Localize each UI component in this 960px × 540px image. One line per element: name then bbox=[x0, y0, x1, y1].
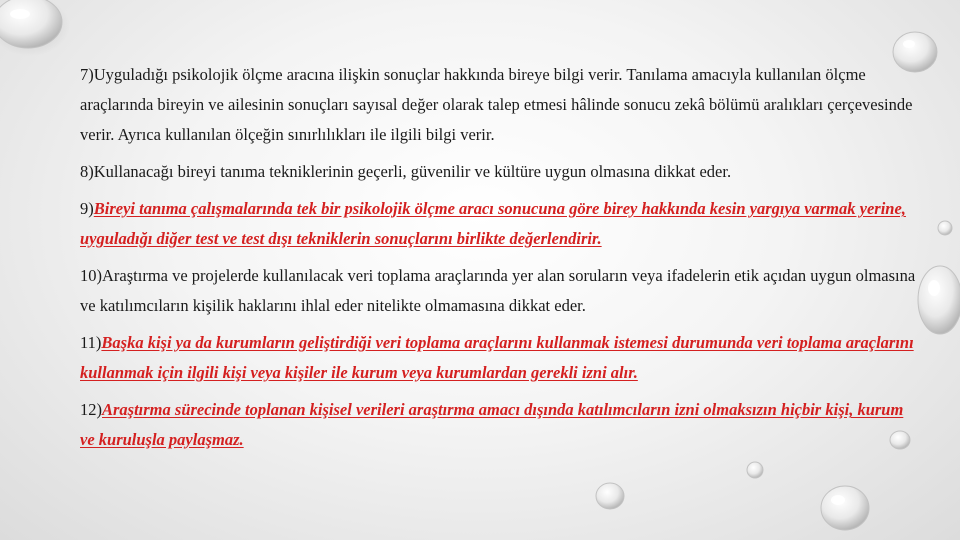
item-number: 8) bbox=[80, 162, 94, 181]
item-8 bbox=[80, 157, 920, 187]
item-12 bbox=[80, 395, 920, 455]
item-number: 7) bbox=[80, 65, 94, 84]
item-number: 11) bbox=[80, 333, 102, 352]
item-7 bbox=[80, 60, 920, 150]
item-9 bbox=[80, 194, 920, 254]
item-text-highlighted: Araştırma sürecinde toplanan kişisel verileri araştırma amacı dışında katılımcıların izni olmaksızın hiçbir kişi, kurum ve kuruluşla paylaşmaz. bbox=[80, 400, 904, 449]
item-number: 9) bbox=[80, 199, 94, 218]
drop-bottom-center bbox=[596, 483, 624, 509]
slide-text bbox=[80, 60, 920, 462]
item-number: 10) bbox=[80, 266, 102, 285]
item-text-highlighted: Başka kişi ya da kurumların geliştirdiği veri toplama araçlarını kullanmak istemesi durumunda veri toplama araçlarını kullanmak için ilgili kişi veya kişiler ile kurum veya kurumlardan gerekli izni alır. bbox=[80, 333, 914, 382]
item-number: 12) bbox=[80, 400, 102, 419]
item-10 bbox=[80, 261, 920, 321]
drop-bottom-right-3 bbox=[747, 462, 763, 478]
drop-bottom-right bbox=[821, 486, 869, 530]
item-text: Kullanacağı bireyi tanıma tekniklerinin geçerli, güvenilir ve kültüre uygun olmasına dikkat eder. bbox=[93, 162, 732, 181]
item-text-highlighted: Bireyi tanıma çalışmalarında tek bir psikolojik ölçme aracı sonucuna göre birey hakkında kesin yargıya varmak yerine, uyguladığı diğer test ve test dışı tekniklerin sonuçlarını birlikte değerlendirir. bbox=[80, 199, 906, 248]
drop-small-right bbox=[938, 221, 952, 235]
item-text: Araştırma ve projelerde kullanılacak veri toplama araçlarında yer alan soruların veya ifadelerin etik açıdan uygun olmasına ve katılımcıların kişilik haklarını ihlal eder nitelikte olmamasına dikkat eder. bbox=[80, 266, 916, 315]
item-text: Uyguladığı psikolojik ölçme aracına ilişkin sonuçlar hakkında bireye bilgi verir. Tanılama amacıyla kullanılan ölçme araçlarında bireyin ve ailesinin sonuçları sayısal değer olarak talep etmesi hâlinde sonucu zekâ bölümü aralıkları çerçevesinde verir. Ayrıca kullanılan ölçeğin sınırlılıkları ile ilgili bilgi verir. bbox=[80, 65, 913, 144]
drop-right-middle bbox=[918, 266, 960, 334]
drop-top-left bbox=[0, 0, 70, 56]
item-11 bbox=[80, 328, 920, 388]
